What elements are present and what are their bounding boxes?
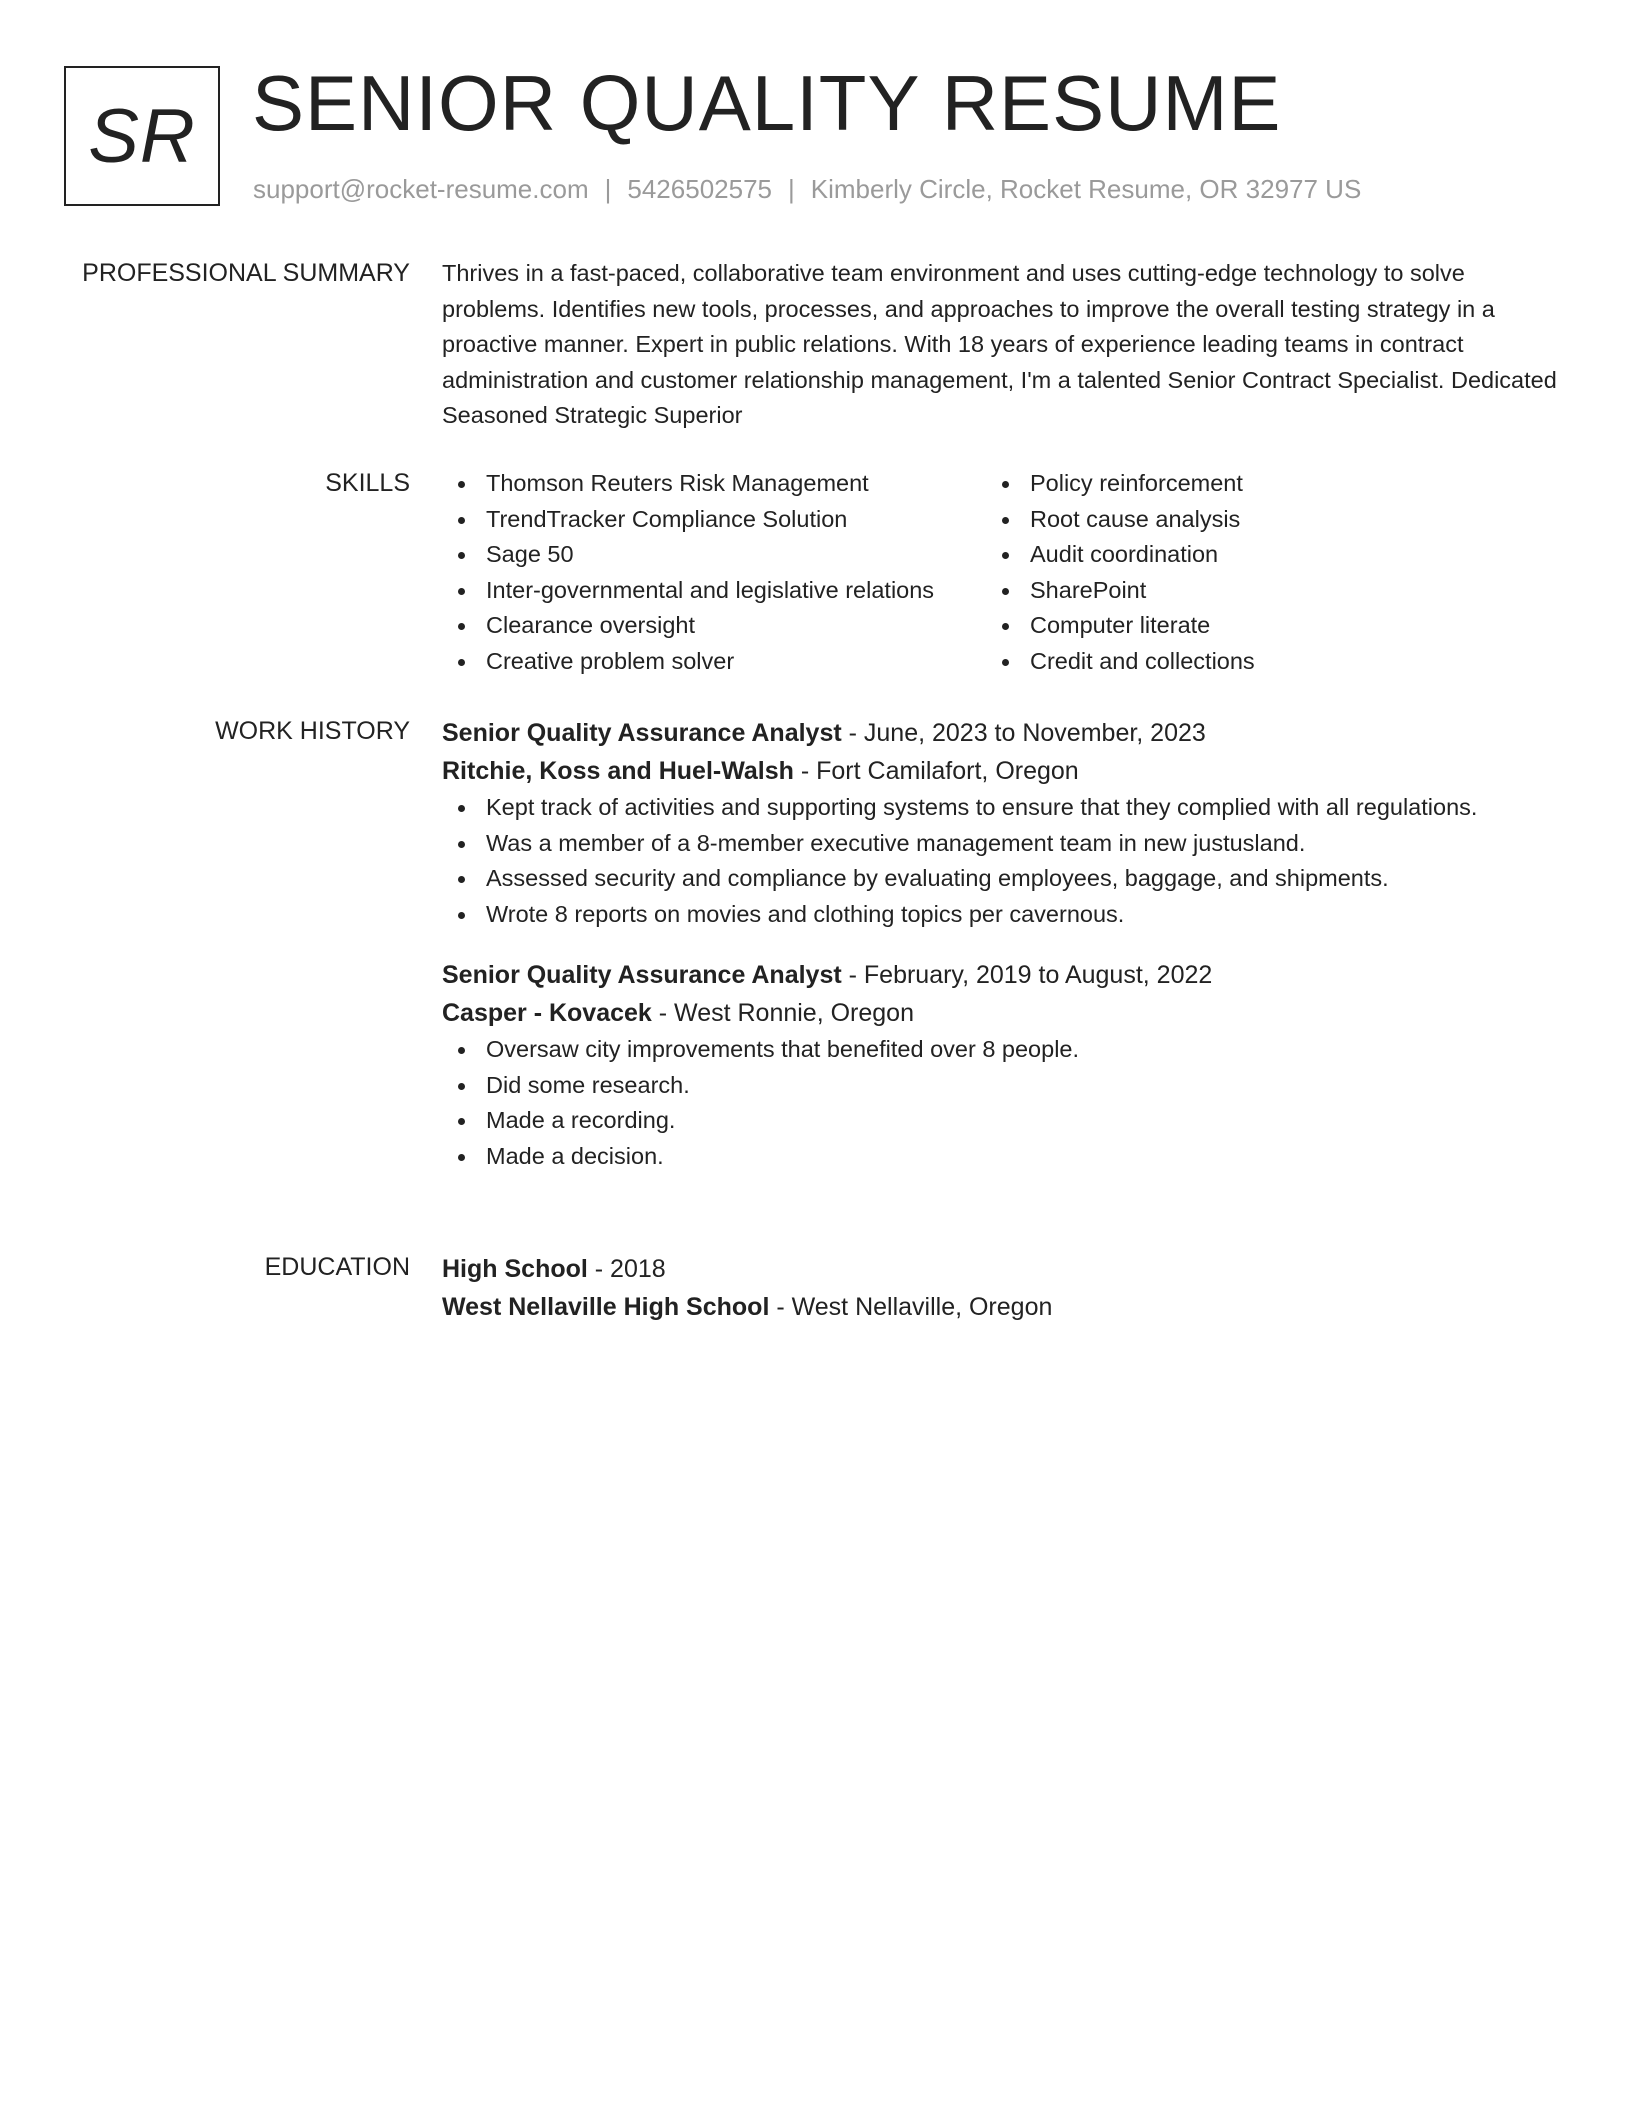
job-dates: - June, 2023 to November, 2023 <box>841 719 1206 747</box>
job-company: Casper - Kovacek <box>442 999 652 1027</box>
job-title-line <box>442 956 1562 994</box>
education-heading: EDUCATION <box>264 1253 410 1281</box>
skill-item: Creative problem solver <box>442 644 986 680</box>
resume-name: SENIOR QUALITY RESUME <box>252 59 1282 147</box>
job-duty-item: Was a member of a 8-member executive management team in new justusland. <box>442 826 1562 862</box>
skill-item: TrendTracker Compliance Solution <box>442 502 986 538</box>
school-line <box>442 1288 1562 1326</box>
contact-separator: | <box>788 174 795 204</box>
job-location: - West Ronnie, Oregon <box>651 999 914 1027</box>
degree-line <box>442 1250 1562 1288</box>
job-location: - Fort Camilafort, Oregon <box>793 757 1079 785</box>
degree-year: - 2018 <box>587 1255 666 1283</box>
work-history-heading: WORK HISTORY <box>215 717 410 745</box>
skills-columns <box>442 466 1562 679</box>
job-duty-item: Kept track of activities and supporting systems to ensure that they complied with all regulations. <box>442 790 1562 826</box>
skill-item: Audit coordination <box>986 537 1486 573</box>
work-history-body <box>442 714 1562 1174</box>
job-title: Senior Quality Assurance Analyst <box>442 961 842 989</box>
job-company-line <box>442 752 1562 790</box>
skill-item: Sage 50 <box>442 537 986 573</box>
job-duty-item: Did some research. <box>442 1068 1562 1104</box>
school-name: West Nellaville High School <box>442 1293 770 1321</box>
job-entry <box>442 714 1562 932</box>
job-dates: - February, 2019 to August, 2022 <box>841 961 1213 989</box>
skills-body <box>442 466 1562 679</box>
skills-list-left <box>442 466 986 679</box>
job-company: Ritchie, Koss and Huel-Walsh <box>442 757 794 785</box>
job-title-line <box>442 714 1562 752</box>
education-body <box>442 1250 1562 1326</box>
skills-list-right <box>986 466 1486 679</box>
skill-item: Inter-governmental and legislative relations <box>442 573 986 609</box>
skill-item: SharePoint <box>986 573 1486 609</box>
skill-item: Clearance oversight <box>442 608 986 644</box>
skill-item: Policy reinforcement <box>986 466 1486 502</box>
job-duty-item: Wrote 8 reports on movies and clothing topics per cavernous. <box>442 897 1562 933</box>
contact-line <box>253 172 1361 206</box>
skills-heading: SKILLS <box>325 469 410 497</box>
job-duty-item: Made a decision. <box>442 1139 1562 1175</box>
job-company-line <box>442 994 1562 1032</box>
job-duty-item: Assessed security and compliance by evaluating employees, baggage, and shipments. <box>442 861 1562 897</box>
job-duty-item: Made a recording. <box>442 1103 1562 1139</box>
summary-heading: PROFESSIONAL SUMMARY <box>82 259 410 287</box>
job-duties-list <box>442 1032 1562 1174</box>
school-location: - West Nellaville, Oregon <box>769 1293 1053 1321</box>
contact-email: support@rocket-resume.com <box>253 174 589 204</box>
job-title: Senior Quality Assurance Analyst <box>442 719 842 747</box>
contact-separator: | <box>604 174 612 204</box>
contact-phone: 5426502575 <box>627 174 772 204</box>
skill-item: Root cause analysis <box>986 502 1486 538</box>
job-duties-list <box>442 790 1562 932</box>
contact-address: Kimberly Circle, Rocket Resume, OR 32977 US <box>810 174 1362 204</box>
summary-body <box>442 256 1562 434</box>
monogram-badge: SR <box>64 66 220 206</box>
job-duty-item: Oversaw city improvements that benefited over 8 people. <box>442 1032 1562 1068</box>
job-entry <box>442 956 1562 1174</box>
skill-item: Credit and collections <box>986 644 1486 680</box>
degree-name: High School <box>442 1255 588 1283</box>
skill-item: Computer literate <box>986 608 1486 644</box>
skill-item: Thomson Reuters Risk Management <box>442 466 986 502</box>
summary-text: Thrives in a fast-paced, collaborative team environment and uses cutting-edge technology to solve problems. Identifies new tools, processes, and approaches to improve the overall testing strategy in a proactive manner. Expert in public relations. With 18 years of experience leading teams in contract administration and customer relationship management, I'm a talented Senior Contract Specialist. Dedicated Seasoned Strategic Superior <box>442 260 1557 428</box>
